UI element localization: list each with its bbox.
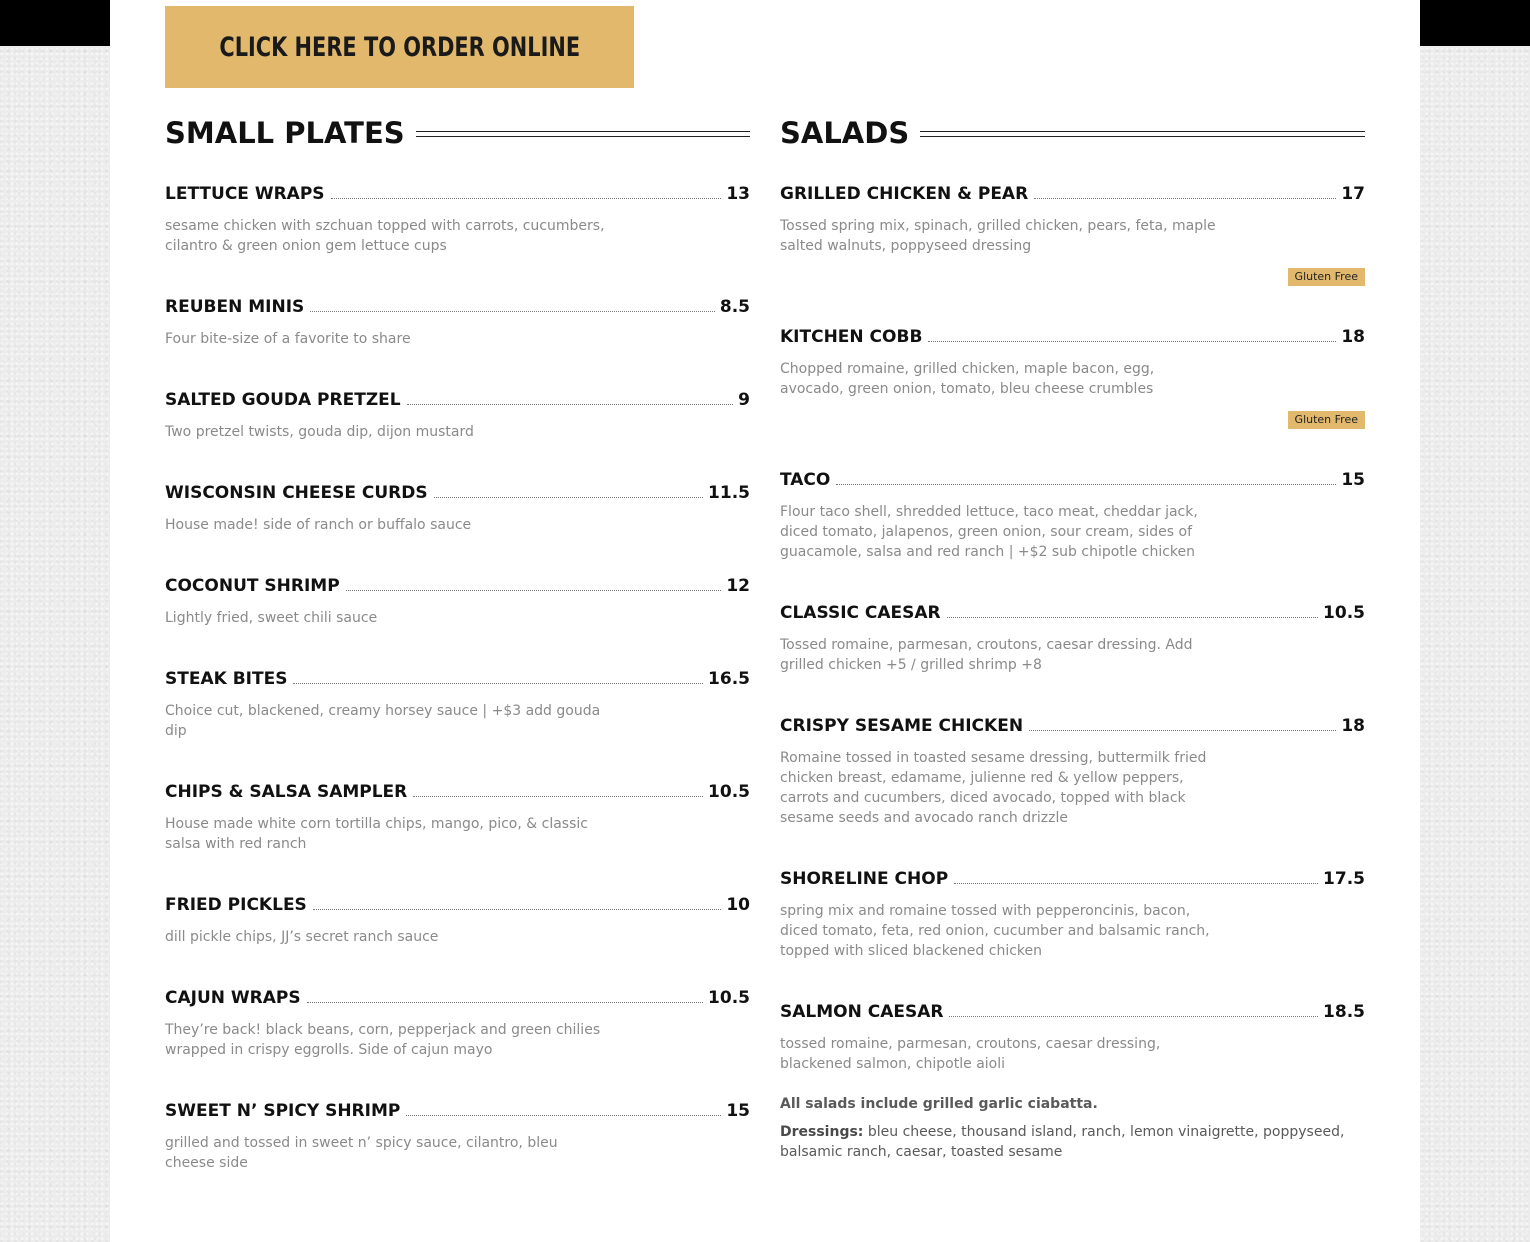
leader-dots — [407, 403, 734, 405]
top-bar-left — [0, 0, 110, 46]
menu-item — [780, 865, 1365, 961]
leader-dots — [293, 682, 703, 684]
section-title: SALADS — [780, 116, 910, 150]
item-description: Flour taco shell, shredded lettuce, taco meat, cheddar jack, diced tomato, jalapenos, green onion, sour cream, sides of guacamole, salsa and red ranch | +$2 sub chipotle chicken — [780, 504, 1198, 560]
item-name: WISCONSIN CHEESE CURDS — [165, 483, 428, 503]
item-name: SWEET N’ SPICY SHRIMP — [165, 1101, 401, 1121]
item-price: 16.5 — [708, 669, 750, 689]
item-description: grilled and tossed in sweet n’ spicy sauce, cilantro, bleu cheese side — [165, 1135, 558, 1171]
item-price: 11.5 — [708, 483, 750, 503]
item-description: dill pickle chips, JJ’s secret ranch sauce — [165, 929, 439, 945]
item-description: They’re back! black beans, corn, pepperjack and green chilies wrapped in crispy eggrolls. Side of cajun mayo — [165, 1022, 601, 1058]
item-name: GRILLED CHICKEN & PEAR — [780, 184, 1029, 204]
item-name: SALTED GOUDA PRETZEL — [165, 390, 401, 410]
leader-dots — [307, 1001, 703, 1003]
menu-item — [165, 984, 750, 1060]
dressings-label: Dressings: — [780, 1124, 864, 1140]
item-price: 10.5 — [708, 988, 750, 1008]
item-name: LETTUCE WRAPS — [165, 184, 325, 204]
item-price: 8.5 — [719, 297, 750, 317]
leader-dots — [413, 795, 703, 797]
menu-item — [780, 180, 1365, 286]
dressings-text: bleu cheese, thousand island, ranch, lemon vinaigrette, poppyseed, balsamic ranch, caesar, toasted sesame — [780, 1124, 1345, 1160]
item-price: 12 — [726, 576, 750, 596]
item-price: 15 — [726, 1101, 750, 1121]
leader-dots — [1029, 729, 1336, 731]
section-header — [165, 112, 750, 154]
leader-dots — [406, 1114, 721, 1116]
item-name: CLASSIC CAESAR — [780, 603, 941, 623]
item-description: Tossed spring mix, spinach, grilled chicken, pears, feta, maple salted walnuts, poppyseed dressing — [780, 218, 1216, 254]
leader-dots — [947, 616, 1318, 618]
item-name: CAJUN WRAPS — [165, 988, 301, 1008]
item-price: 10.5 — [708, 782, 750, 802]
menu-item — [165, 386, 750, 442]
item-price: 18 — [1341, 327, 1365, 347]
item-name: CHIPS & SALSA SAMPLER — [165, 782, 408, 802]
menu-item — [165, 665, 750, 741]
section-header — [780, 112, 1365, 154]
item-price: 10 — [726, 895, 750, 915]
item-price: 17.5 — [1323, 869, 1365, 889]
item-price: 18 — [1341, 716, 1365, 736]
leader-dots — [928, 340, 1336, 342]
item-description: sesame chicken with szchuan topped with carrots, cucumbers, cilantro & green onion gem lettuce cups — [165, 218, 605, 254]
order-online-label: CLICK HERE TO ORDER ONLINE — [219, 31, 580, 63]
menu-item — [780, 466, 1365, 562]
leader-dots — [331, 197, 722, 199]
section-title: SMALL PLATES — [165, 116, 405, 150]
item-name: SHORELINE CHOP — [780, 869, 949, 889]
leader-dots — [313, 908, 722, 910]
leader-dots — [836, 483, 1336, 485]
small-plates-section — [165, 112, 750, 1173]
leader-dots — [949, 1015, 1318, 1017]
item-price: 18.5 — [1323, 1002, 1365, 1022]
item-description: Tossed romaine, parmesan, croutons, caesar dressing. Add grilled chicken +5 / grilled shrimp +8 — [780, 637, 1193, 673]
item-description: Two pretzel twists, gouda dip, dijon mustard — [165, 424, 474, 440]
menu-item — [165, 891, 750, 947]
menu-item — [165, 1097, 750, 1173]
item-name: SALMON CAESAR — [780, 1002, 944, 1022]
menu-item — [780, 998, 1365, 1074]
item-name: TACO — [780, 470, 831, 490]
item-name: KITCHEN COBB — [780, 327, 923, 347]
salads-section — [780, 112, 1365, 1162]
leader-dots — [310, 310, 715, 312]
gluten-free-badge: Gluten Free — [1288, 411, 1365, 429]
section-divider — [416, 131, 750, 137]
leader-dots — [954, 882, 1318, 884]
leader-dots — [1034, 197, 1336, 199]
top-bar-right — [1420, 0, 1530, 46]
menu-item — [165, 778, 750, 854]
gluten-free-badge: Gluten Free — [1288, 268, 1365, 286]
menu-item — [165, 180, 750, 256]
item-description: spring mix and romaine tossed with pepperoncinis, bacon, diced tomato, feta, red onion, cucumber and balsamic ranch, topped with sliced blackened chicken — [780, 903, 1210, 959]
item-price: 15 — [1341, 470, 1365, 490]
item-price: 17 — [1341, 184, 1365, 204]
item-description: House made! side of ranch or buffalo sauce — [165, 517, 472, 533]
item-description: House made white corn tortilla chips, mango, pico, & classic salsa with red ranch — [165, 816, 588, 852]
item-name: FRIED PICKLES — [165, 895, 307, 915]
item-price: 10.5 — [1323, 603, 1365, 623]
section-divider — [920, 131, 1365, 137]
item-price: 13 — [726, 184, 750, 204]
menu-item — [165, 479, 750, 535]
menu-item — [165, 293, 750, 349]
item-description: Four bite-size of a favorite to share — [165, 331, 411, 347]
menu-item — [780, 323, 1365, 429]
menu-page — [110, 0, 1420, 1242]
menu-item — [165, 572, 750, 628]
item-name: REUBEN MINIS — [165, 297, 305, 317]
item-description: Chopped romaine, grilled chicken, maple bacon, egg, avocado, green onion, tomato, bleu cheese crumbles — [780, 361, 1155, 397]
item-name: CRISPY SESAME CHICKEN — [780, 716, 1024, 736]
item-description: tossed romaine, parmesan, croutons, caesar dressing, blackened salmon, chipotle aioli — [780, 1036, 1161, 1072]
menu-item — [780, 712, 1365, 828]
item-description: Choice cut, blackened, creamy horsey sauce | +$3 add gouda dip — [165, 703, 601, 739]
item-price: 9 — [738, 390, 750, 410]
salads-note: All salads include grilled garlic ciabatta. — [780, 1096, 1098, 1112]
leader-dots — [434, 496, 703, 498]
dressings-list — [780, 1122, 1350, 1162]
leader-dots — [346, 589, 722, 591]
item-description: Romaine tossed in toasted sesame dressing, buttermilk fried chicken breast, edamame, julienne red & yellow peppers, carrots and cucumbers, diced avocado, topped with black sesame seeds and avocado ranch drizzle — [780, 750, 1207, 826]
item-name: COCONUT SHRIMP — [165, 576, 340, 596]
item-description: Lightly fried, sweet chili sauce — [165, 610, 378, 626]
order-online-button[interactable] — [165, 6, 634, 88]
menu-item — [780, 599, 1365, 675]
item-name: STEAK BITES — [165, 669, 288, 689]
